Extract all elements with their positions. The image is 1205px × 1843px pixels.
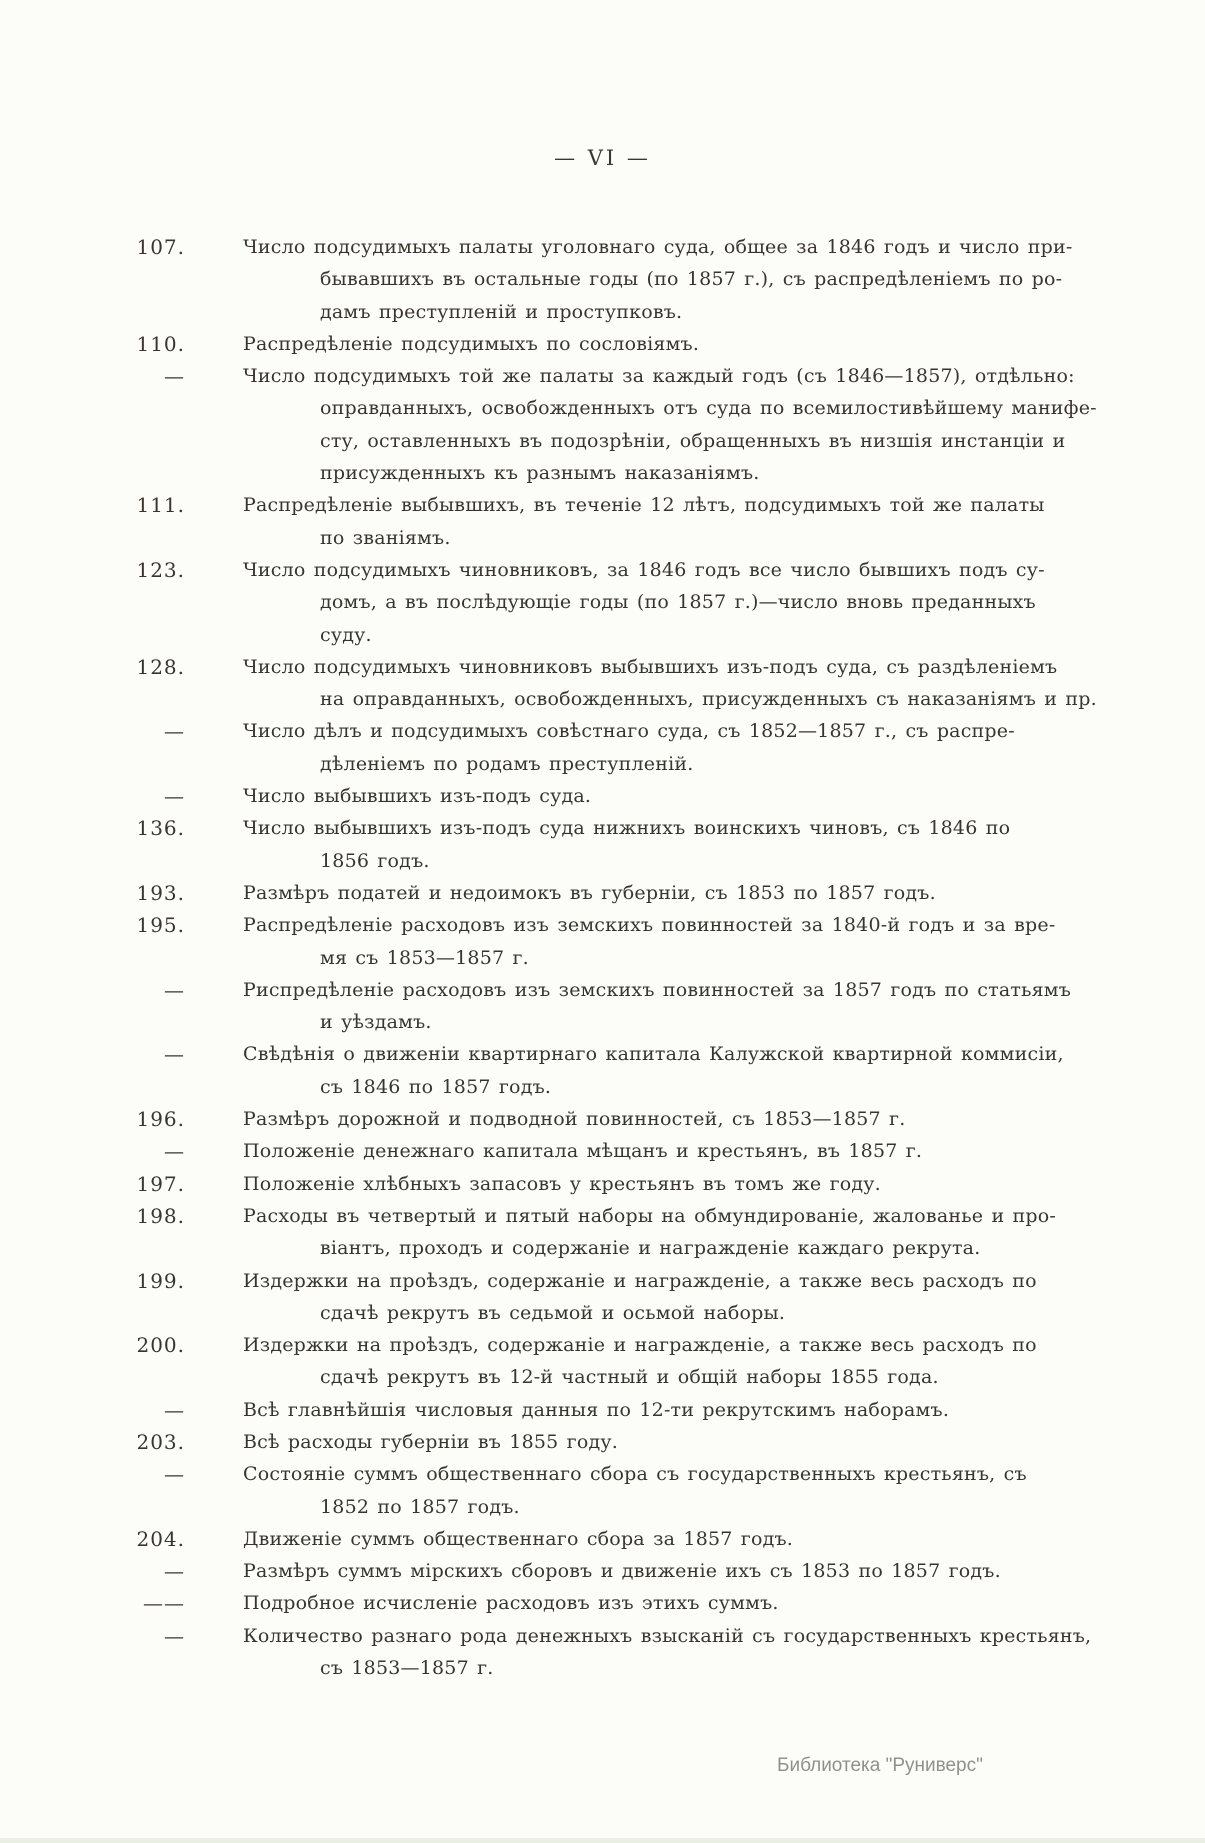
- toc-entry: [70, 715, 1015, 780]
- toc-entry-line: Число дѣлъ и подсудимыхъ совѣстнаго суда, съ 1852—1857 г., съ распре-: [243, 720, 1015, 743]
- toc-entry-line: Число подсудимыхъ чиновниковъ выбывшихъ изъ-подъ суда, съ раздѣленіемъ: [243, 655, 1058, 678]
- toc-entry-line: Число выбывшихъ изъ-подъ суда нижнихъ воинскихъ чиновъ, съ 1846 по: [243, 817, 1011, 840]
- toc-entry-line: и уѣздамъ.: [320, 1011, 432, 1034]
- toc-entry-number: 107.: [136, 235, 185, 259]
- toc-entry: [70, 1168, 1010, 1200]
- toc-entry-line: 1852 по 1857 годъ.: [320, 1495, 520, 1518]
- toc-entry-line: Состояніе суммъ общественнаго сбора съ государственныхъ крестьянъ, съ: [243, 1463, 1027, 1486]
- toc-entry-text: [243, 1265, 1037, 1330]
- toc-entry-number: —: [164, 1042, 185, 1067]
- toc-entry-number: —: [164, 719, 185, 744]
- toc-entry-number: 128.: [136, 654, 185, 679]
- toc-entry-text: [243, 1458, 1027, 1523]
- toc-entry-line: на оправданныхъ, освобожденныхъ, присужденныхъ съ наказаніямъ и пр.: [320, 688, 1097, 711]
- toc-entry-line: Расходы въ четвертый и пятый наборы на обмундированіе, жалованье и про-: [243, 1204, 1057, 1227]
- toc-entry-number: 123.: [136, 557, 185, 582]
- toc-entry: [70, 1200, 1057, 1265]
- toc-entry-text: [243, 651, 1097, 716]
- toc-entry-number: —: [164, 784, 185, 809]
- toc-entry-text: [243, 1103, 1010, 1135]
- toc-entry: [70, 360, 1097, 489]
- toc-entry-line: Положеніе хлѣбныхъ запасовъ у крестьянъ въ томъ же году.: [243, 1172, 881, 1195]
- page-number-header: — VI —: [554, 146, 651, 170]
- toc-entry: [70, 1394, 1010, 1426]
- toc-entry-number: —: [164, 364, 185, 389]
- toc-entry-number: 110.: [136, 331, 185, 356]
- toc-entry-line: по званіямъ.: [320, 526, 451, 549]
- toc-entry-number: —: [164, 1139, 185, 1164]
- toc-entry-line: Риспредѣленіе расходовъ изъ земскихъ повинностей за 1857 годъ по статьямъ: [243, 978, 1072, 1001]
- toc-entry-number: 136.: [136, 816, 185, 841]
- toc-entry-number: 195.: [136, 913, 185, 938]
- toc-entry-number: ——: [143, 1591, 185, 1616]
- toc-entry-line: съ 1846 по 1857 годъ.: [320, 1075, 552, 1098]
- toc-entry-text: [243, 715, 1015, 780]
- toc-entry: [70, 1038, 1064, 1103]
- toc-entry-number: 111.: [136, 493, 185, 518]
- library-watermark: Библиотека "Руниверс": [777, 1755, 983, 1776]
- toc-entry-line: сту, оставленныхъ въ подозрѣніи, обращенныхъ въ низшія инстанціи и: [320, 429, 1066, 452]
- toc-entry-text: [243, 909, 1056, 974]
- toc-entry-line: сдачѣ рекрутъ въ 12-й частный и общій наборы 1855 года.: [320, 1366, 939, 1389]
- toc-entry-number: 193.: [136, 880, 185, 905]
- toc-entry: [70, 1587, 1010, 1619]
- toc-entry-text: [243, 974, 1072, 1039]
- toc-entry-line: Издержки на проѣздъ, содержаніе и награжденіе, а также весь расходъ по: [243, 1334, 1037, 1357]
- toc-entry-number: 203.: [136, 1429, 185, 1454]
- toc-entry-number: —: [164, 1623, 185, 1648]
- toc-entries: [70, 231, 1097, 1684]
- toc-entry-line: Распредѣленіе подсудимыхъ по сословіямъ.: [243, 332, 700, 355]
- toc-entry: [70, 974, 1072, 1039]
- toc-entry-line: дамъ преступленій и проступковъ.: [320, 300, 683, 323]
- toc-entry-text: [243, 877, 1010, 909]
- toc-entry-line: Распредѣленіе расходовъ изъ земскихъ повинностей за 1840-й годъ и за вре-: [243, 914, 1056, 937]
- toc-entry-line: мя съ 1853—1857 г.: [320, 946, 529, 969]
- toc-entry-line: Размѣръ дорожной и подводной повинностей, съ 1853—1857 г.: [243, 1108, 906, 1131]
- toc-entry: [70, 1523, 1010, 1555]
- toc-entry: [70, 1135, 1010, 1167]
- toc-entry-text: [243, 1038, 1064, 1103]
- scan-edge-strip: [0, 1838, 1205, 1843]
- toc-entry: [70, 877, 1010, 909]
- toc-entry-line: Распредѣленіе выбывшихъ, въ теченіе 12 лѣтъ, подсудимыхъ той же палаты: [243, 494, 1045, 517]
- toc-entry-line: Число подсудимыхъ чиновниковъ, за 1846 годъ все число бывшихъ подъ су-: [243, 558, 1045, 581]
- toc-entry: [70, 1426, 1010, 1458]
- toc-entry-number: 197.: [136, 1171, 185, 1196]
- toc-entry-text: [243, 1135, 1010, 1167]
- toc-entry-text: [243, 812, 1010, 877]
- toc-entry-line: Всѣ расходы губерніи въ 1855 году.: [243, 1430, 618, 1453]
- toc-entry-line: Размѣръ суммъ мірскихъ сборовъ и движеніе ихъ съ 1853 по 1857 годъ.: [243, 1560, 1001, 1583]
- toc-entry-text: [243, 360, 1097, 489]
- toc-entry: [70, 489, 1045, 554]
- toc-entry-text: [243, 1426, 1010, 1458]
- toc-entry-line: Движеніе суммъ общественнаго сбора за 1857 годъ.: [243, 1527, 794, 1550]
- toc-entry-text: [243, 1200, 1057, 1265]
- toc-entry-text: [243, 489, 1045, 554]
- toc-entry-number: 200.: [136, 1333, 185, 1358]
- toc-entry-text: [243, 554, 1045, 651]
- toc-entry-number: —: [164, 1559, 185, 1584]
- toc-entry-line: суду.: [320, 623, 372, 646]
- toc-entry: [70, 1620, 1092, 1685]
- toc-entry-line: бывавшихъ въ остальные годы (по 1857 г.), съ распредѣленіемъ по ро-: [320, 268, 1063, 291]
- toc-entry-text: [243, 1329, 1037, 1394]
- toc-entry-number: —: [164, 1462, 185, 1487]
- toc-entry-text: [243, 1587, 1010, 1619]
- toc-entry-line: віантъ, проходъ и содержаніе и награжденіе каждаго рекрута.: [320, 1237, 981, 1260]
- toc-entry-line: 1856 годъ.: [320, 849, 430, 872]
- toc-entry-line: Число подсудимыхъ палаты уголовнаго суда, общее за 1846 годъ и число при-: [243, 236, 1073, 258]
- toc-entry-line: присужденныхъ къ разнымъ наказаніямъ.: [320, 462, 760, 485]
- toc-entry-text: [243, 780, 1010, 812]
- toc-entry-line: Размѣръ податей и недоимокъ въ губерніи, съ 1853 по 1857 годъ.: [243, 881, 936, 904]
- toc-entry-line: Положеніе денежнаго капитала мѣщанъ и крестьянъ, въ 1857 г.: [243, 1140, 923, 1163]
- toc-entry: [70, 1458, 1027, 1523]
- toc-entry-text: [243, 1555, 1010, 1587]
- toc-entry: [70, 231, 1073, 328]
- toc-entry-text: [243, 1620, 1092, 1685]
- toc-entry: [70, 909, 1056, 974]
- toc-entry: [70, 554, 1045, 651]
- toc-entry-line: Издержки на проѣздъ, содержаніе и награжденіе, а также весь расходъ по: [243, 1269, 1037, 1292]
- toc-entry-text: [243, 1523, 1010, 1555]
- toc-entry: [70, 651, 1097, 716]
- toc-entry-line: Свѣдѣнія о движеніи квартирнаго капитала Калужской квартирной коммисіи,: [243, 1043, 1064, 1066]
- toc-entry-line: съ 1853—1857 г.: [320, 1657, 494, 1680]
- toc-entry: [70, 1103, 1010, 1135]
- toc-entry: [70, 328, 1010, 360]
- toc-entry: [70, 1265, 1037, 1330]
- toc-entry-number: 204.: [136, 1526, 185, 1551]
- toc-entry-line: домъ, а въ послѣдующіе годы (по 1857 г.)—число вновь преданныхъ: [320, 591, 1036, 614]
- toc-entry: [70, 1555, 1010, 1587]
- toc-entry: [70, 780, 1010, 812]
- toc-entry: [70, 812, 1010, 877]
- toc-entry-line: Всѣ главнѣйшія числовыя данныя по 12-ти рекрутскимъ наборамъ.: [243, 1398, 950, 1421]
- toc-entry-line: Число подсудимыхъ той же палаты за каждый годъ (съ 1846—1857), отдѣльно:: [243, 365, 1075, 388]
- toc-entry-number: —: [164, 1397, 185, 1422]
- toc-entry-text: [243, 328, 1010, 360]
- toc-entry-number: —: [164, 977, 185, 1002]
- toc-entry-text: [243, 1168, 1010, 1200]
- toc-entry-line: оправданныхъ, освобожденныхъ отъ суда по всемилостивѣйшему манифе-: [320, 397, 1097, 420]
- toc-entry-line: Подробное исчисленіе расходовъ изъ этихъ суммъ.: [243, 1592, 779, 1615]
- toc-entry-text: [243, 231, 1073, 328]
- toc-entry-line: дѣленіемъ по родамъ преступленій.: [320, 752, 694, 775]
- toc-entry-line: Количество разнаго рода денежныхъ взысканій съ государственныхъ крестьянъ,: [243, 1624, 1092, 1647]
- toc-entry: [70, 1329, 1037, 1394]
- toc-entry-number: 196.: [136, 1107, 185, 1132]
- toc-entry-number: 198.: [136, 1203, 185, 1228]
- toc-entry-line: Число выбывшихъ изъ-подъ суда.: [243, 785, 592, 808]
- toc-entry-number: 199.: [136, 1268, 185, 1293]
- toc-entry-text: [243, 1394, 1010, 1426]
- toc-entry-line: сдачѣ рекрутъ въ седьмой и осьмой наборы.: [320, 1301, 786, 1324]
